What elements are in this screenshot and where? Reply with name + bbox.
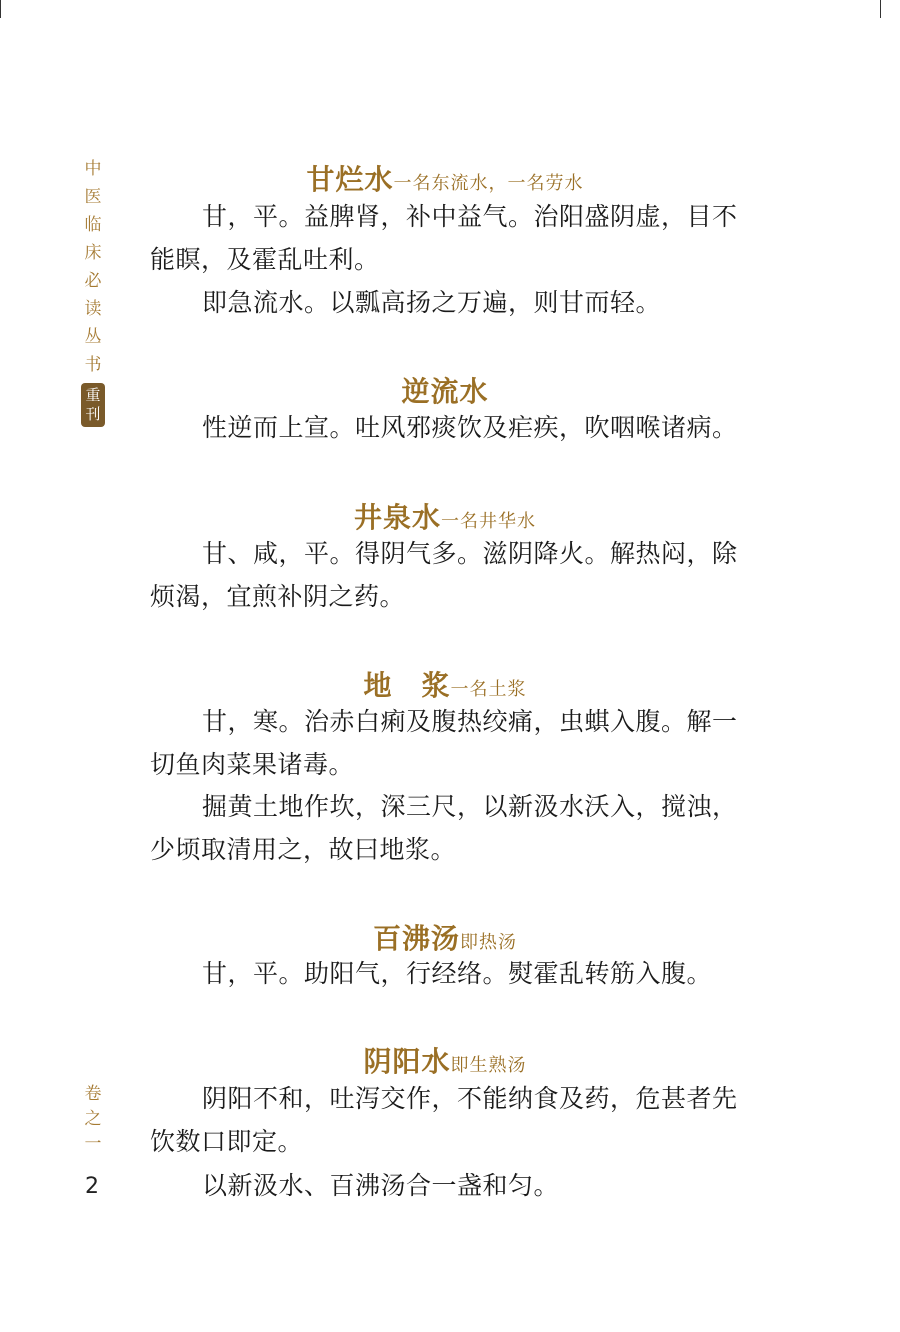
entry-paragraph: 甘、咸，平。得阴气多。滋阴降火。解热闷，除烦渴，宜煎补阴之药。 [150, 539, 738, 611]
series-name-vertical [80, 155, 106, 427]
series-char: 临 [84, 215, 102, 235]
entry-name: 百沸汤 [372, 922, 460, 955]
entry-paragraph: 甘，平。助阳气，行经络。熨霍乱转筋入腹。 [202, 959, 713, 988]
entry-title [150, 370, 740, 410]
series-char: 书 [84, 355, 102, 375]
entry-alias: 一名土浆 [450, 679, 527, 700]
entry-name: 逆流水 [401, 375, 489, 408]
entry-title [150, 1040, 740, 1080]
reprint-seal [81, 383, 105, 427]
volume-char: 之 [84, 1109, 102, 1129]
series-char: 丛 [84, 327, 102, 347]
entry-paragraph: 即急流水。以瓢高扬之万遍，则甘而轻。 [202, 288, 662, 317]
entry-paragraph: 掘黄土地作坎，深三尺，以新汲水沃入，搅浊，少顷取清用之，故曰地浆。 [150, 792, 738, 864]
volume-char: 卷 [84, 1084, 102, 1104]
series-char: 医 [84, 187, 102, 207]
entry-alias: 一名东流水，一名劳水 [393, 173, 584, 194]
series-char: 必 [84, 271, 102, 291]
entry-paragraph: 阴阳不和，吐泻交作，不能纳食及药，危甚者先饮数口即定。 [150, 1084, 738, 1156]
entry-title [150, 496, 740, 536]
series-char: 中 [84, 159, 102, 179]
entry-paragraph: 甘，寒。治赤白痢及腹热绞痛，虫蜞入腹。解一切鱼肉菜果诸毒。 [150, 707, 738, 779]
volume-char: 一 [84, 1134, 102, 1154]
entry-name: 地 浆 [363, 669, 451, 702]
volume-name-vertical [80, 1082, 106, 1157]
entry-name: 甘烂水 [306, 163, 394, 196]
entry-name: 阴阳水 [363, 1045, 451, 1078]
entry-paragraph: 甘，平。益脾肾，补中益气。治阳盛阴虚，目不能瞑，及霍乱吐利。 [150, 202, 738, 274]
entry-paragraph: 以新汲水、百沸汤合一盏和匀。 [202, 1171, 560, 1200]
entry-alias: 一名井华水 [441, 511, 536, 532]
seal-char: 重 [85, 386, 101, 404]
crop-mark-top-right [880, 0, 881, 18]
entry-alias: 即生熟汤 [450, 1055, 527, 1076]
page-number: 2 [85, 1174, 99, 1199]
entry-name: 井泉水 [353, 501, 441, 534]
entry-paragraph: 性逆而上宣。吐风邪痰饮及疟疾，吹咽喉诸病。 [202, 413, 738, 442]
crop-mark-top-left [0, 0, 1, 18]
entry-title [150, 917, 740, 957]
entry-title [150, 664, 740, 704]
series-char: 床 [84, 243, 102, 263]
series-char: 读 [84, 299, 102, 319]
seal-char: 刊 [85, 405, 101, 423]
entry-title [150, 158, 740, 198]
entry-alias: 即热汤 [460, 932, 517, 953]
